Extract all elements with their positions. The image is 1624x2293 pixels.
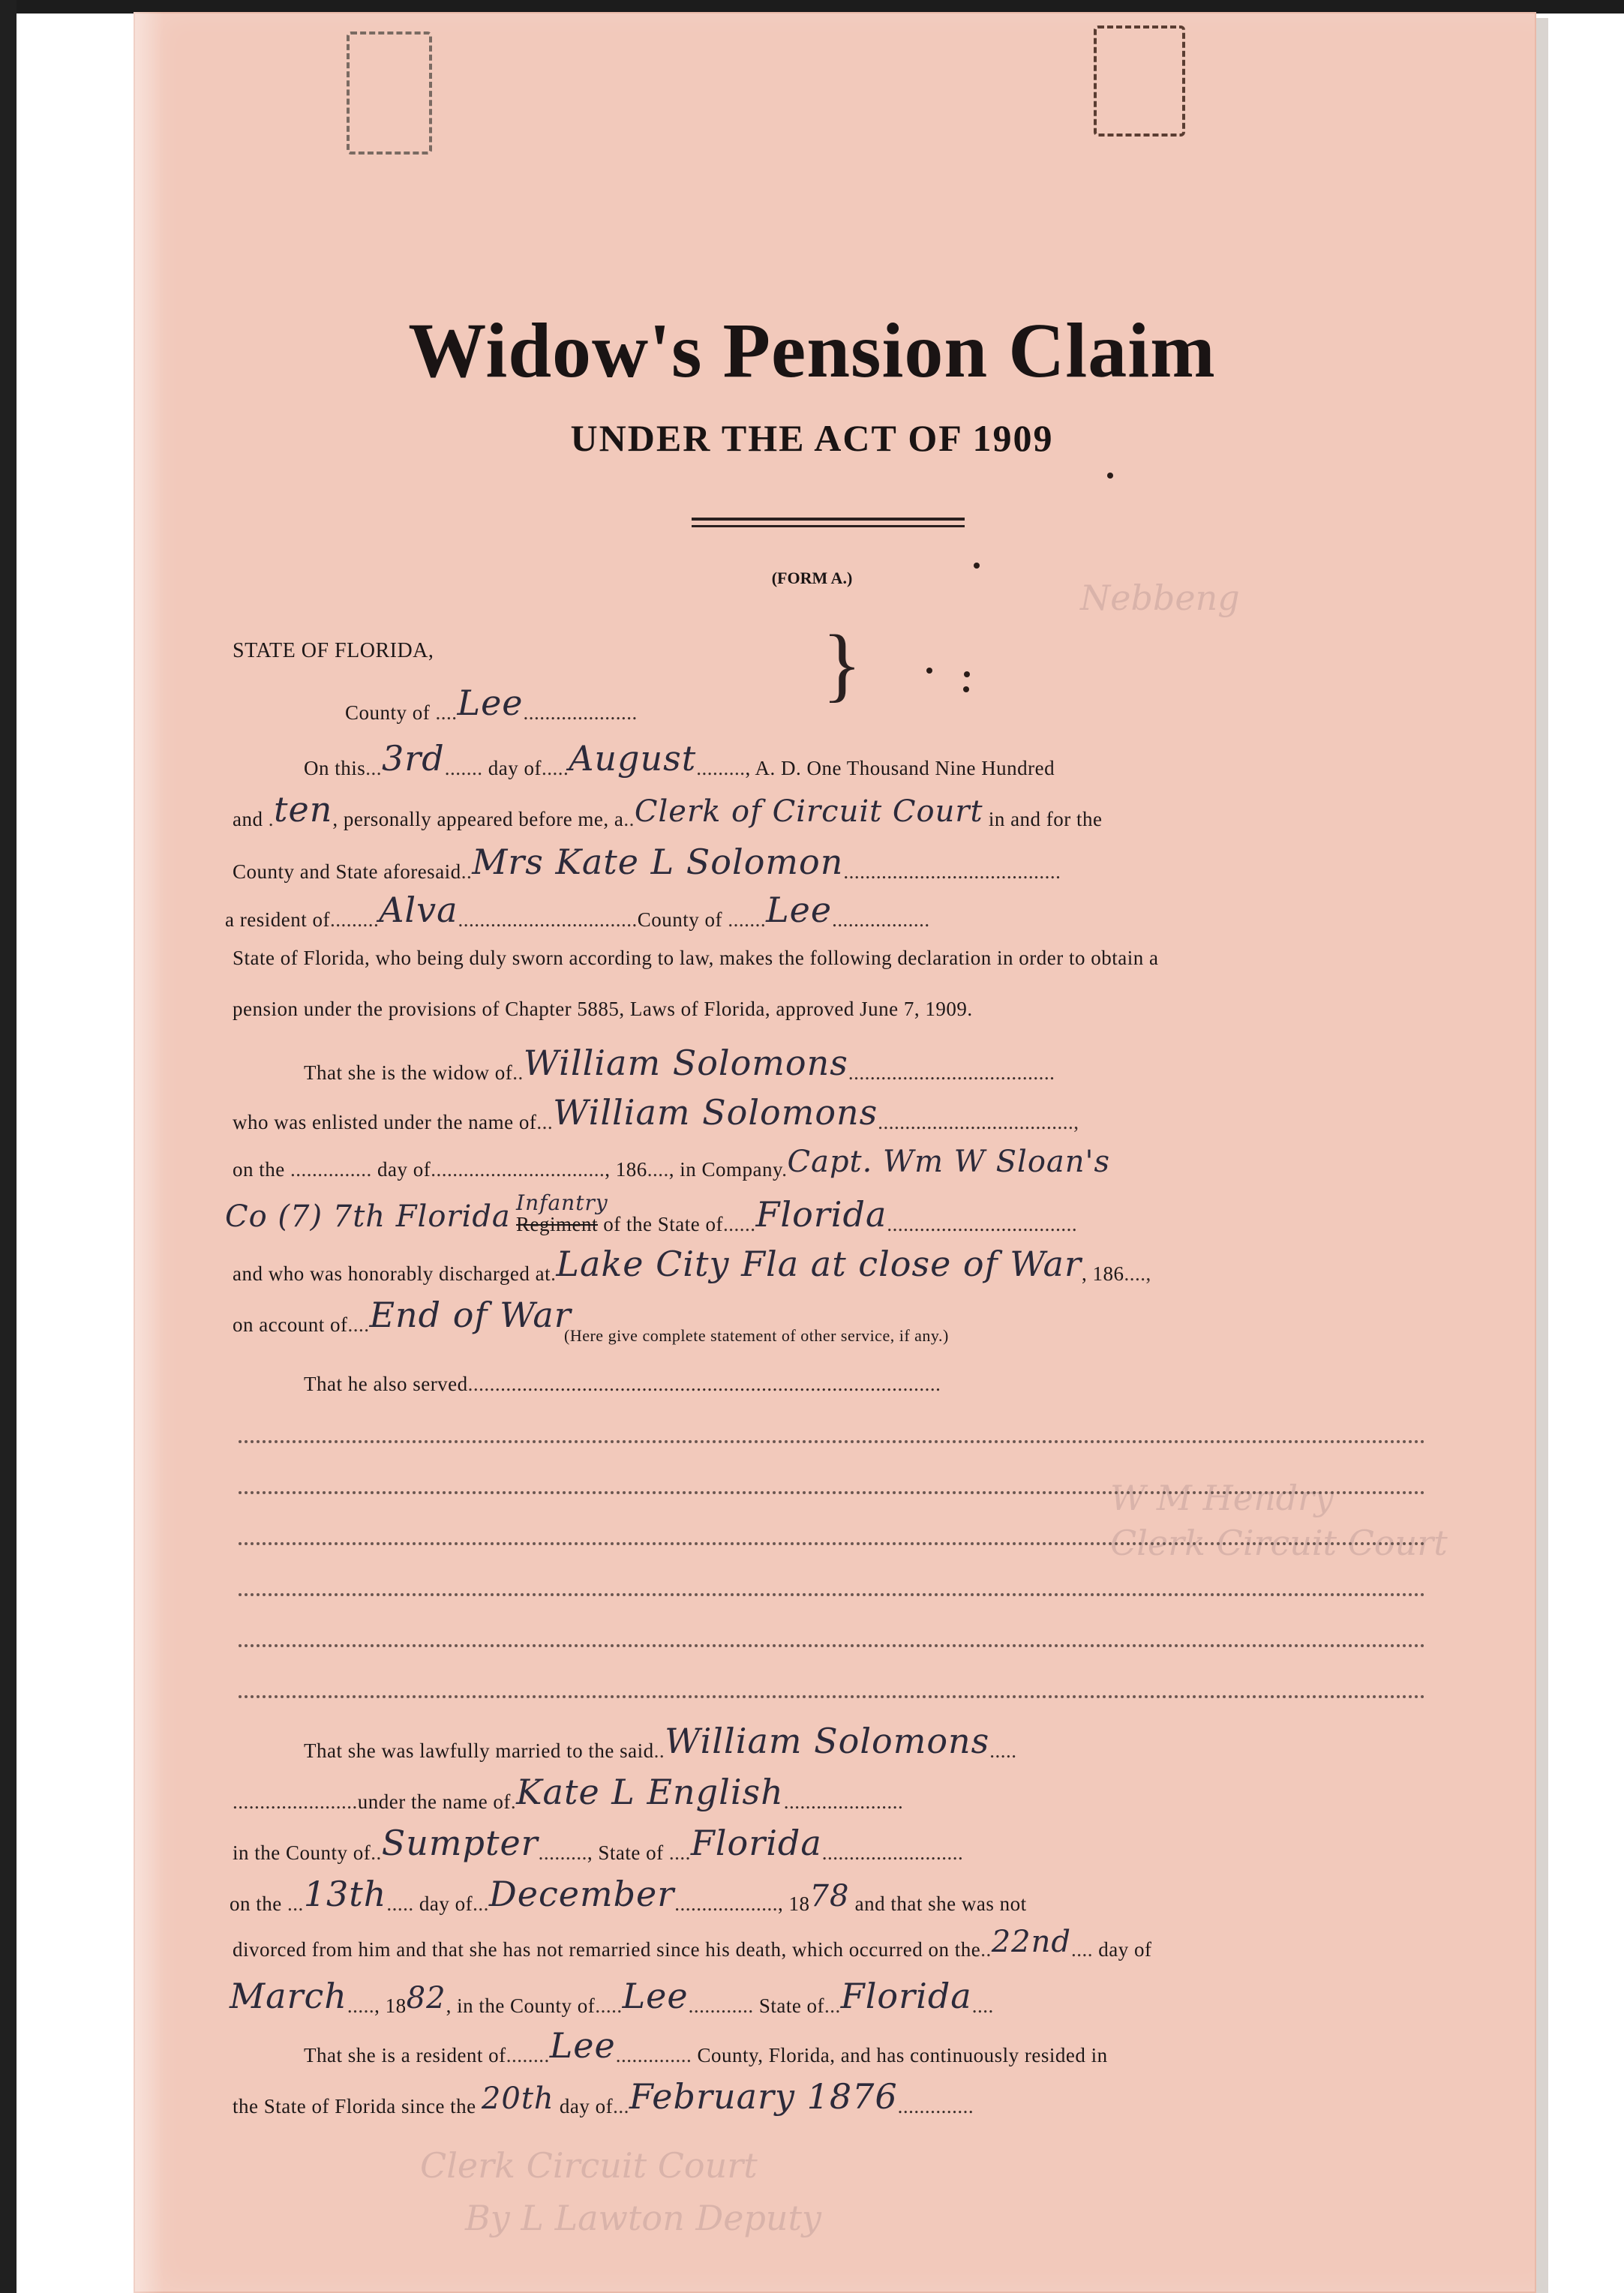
declaration-text-1: State of Florida, who being duly sworn according to law, makes the following declaration in order to obtain a <box>233 947 1159 969</box>
header-brace: } <box>822 618 862 710</box>
blank-line <box>239 1593 1425 1596</box>
county-line: County of ....Lee..................... <box>345 683 638 724</box>
blank-line <box>239 1491 1425 1494</box>
divorce-line: divorced from him and that she has not remarried since his death, which occurred on the..22nd.... day of <box>233 1925 1152 1961</box>
ink-speck <box>1107 473 1113 479</box>
widow-line: That she is the widow of..William Solomons...................................... <box>304 1043 1055 1084</box>
enlisted-name: William Solomons <box>553 1092 878 1133</box>
regiment-state: Florida <box>755 1194 887 1235</box>
state-header: STATE OF FLORIDA, <box>233 639 434 662</box>
discharge-line: and who was honorably discharged at.Lake City Fla at close of War, 186...., <box>233 1244 1151 1285</box>
show-through-writing: Nebbeng <box>1080 578 1240 618</box>
marriage-month: December <box>488 1874 675 1914</box>
form-label: (FORM A.) <box>771 569 853 587</box>
county-value: Lee <box>457 683 524 723</box>
title-rule-bottom <box>692 525 965 527</box>
maiden-name-line: .......................under the name of.Kate L English...................... <box>233 1772 904 1813</box>
show-through-writing: W M Hendry <box>1110 1478 1334 1518</box>
spouse-name: William Solomons <box>665 1721 990 1761</box>
month-value: August <box>569 738 697 779</box>
show-through-writing: Clerk Circuit Court <box>1110 1523 1448 1563</box>
ink-speck <box>974 563 980 569</box>
married-line: That she was lawfully married to the said..William Solomons..... <box>304 1721 1017 1762</box>
marriage-county-line: in the County of..Sumpter........., State of ....Florida.......................... <box>233 1823 964 1864</box>
also-served-line: That he also served....................................................................................... <box>304 1373 941 1395</box>
husband-name: William Solomons <box>523 1043 848 1083</box>
resident-line: a resident of.........Alva.................................County of .......Lee.................. <box>225 890 930 931</box>
discharge-reason: End of War <box>369 1295 572 1335</box>
company-value: Capt. Wm W Sloan's <box>787 1145 1111 1179</box>
official-value: Clerk of Circuit Court <box>634 794 983 829</box>
show-through-writing: By L Lawton Deputy <box>465 2198 822 2238</box>
death-year: 82 <box>406 1981 446 2015</box>
death-day: 22nd <box>991 1925 1071 1959</box>
claimant-name: Mrs Kate L Solomon <box>472 842 844 882</box>
since-line: the State of Florida since the 20th day of...February 1876.............. <box>233 2076 974 2117</box>
account-line: on account of....End of War <box>233 1295 572 1336</box>
county-label: County of <box>345 701 431 724</box>
residence-county: Lee <box>766 890 833 930</box>
death-line: March....., 1882, in the County of.....Lee............ State of...Florida.... <box>230 1976 994 2017</box>
discharge-place: Lake City Fla at close of War <box>556 1244 1082 1284</box>
marriage-date-line: on the ...13th..... day of...December..................., 1878 and that she was not <box>230 1874 1027 1915</box>
blank-line <box>239 1542 1425 1545</box>
page-title: Widow's Pension Claim <box>408 308 1216 394</box>
since-day: 20th <box>481 2081 554 2116</box>
residence-line: That she is a resident of........Lee.............. County, Florida, and has continuously resided in <box>304 2025 1108 2066</box>
binding-mark-right <box>1094 26 1185 137</box>
page-subtitle: UNDER THE ACT OF 1909 <box>570 417 1054 459</box>
residence-town: Alva <box>379 890 458 930</box>
binding-mark-left <box>347 32 432 155</box>
ink-speck <box>926 668 932 674</box>
date-line: On this...3rd....... day of.....August........., A. D. One Thousand Nine Hundred <box>304 738 1055 779</box>
ink-speck <box>964 671 970 677</box>
year-value: ten <box>273 789 333 830</box>
death-county: Lee <box>622 1976 689 2016</box>
marriage-year: 78 <box>809 1879 850 1913</box>
since-date: February 1876 <box>629 2076 898 2117</box>
marriage-state: Florida <box>690 1823 822 1863</box>
day-value: 3rd <box>382 738 445 779</box>
enlisted-line: who was enlisted under the name of...William Solomons...................................., <box>233 1092 1079 1133</box>
unit-insertion: Infantry <box>516 1190 608 1215</box>
death-month: March <box>230 1976 347 2016</box>
show-through-writing: Clerk Circuit Court <box>420 2145 758 2186</box>
aforesaid-line: County and State aforesaid..Mrs Kate L Solomon........................................ <box>233 842 1061 883</box>
struck-word: Regiment <box>516 1213 599 1235</box>
service-note: (Here give complete statement of other service, if any.) <box>564 1326 949 1345</box>
marriage-day: 13th <box>303 1874 387 1914</box>
blank-line <box>239 1695 1425 1698</box>
unit-value: Co (7) 7th Florida <box>225 1199 511 1234</box>
blank-line <box>239 1440 1425 1443</box>
death-state: Florida <box>840 1976 972 2016</box>
ink-speck <box>963 686 969 692</box>
year-line: and .ten, personally appeared before me, a..Clerk of Circuit Court in and for the <box>233 789 1103 830</box>
residence-county-value: Lee <box>549 2025 616 2066</box>
maiden-name: Kate L English <box>516 1772 784 1812</box>
marriage-county: Sumpter <box>381 1823 539 1863</box>
enlistment-date-line: on the ............... day of................................, 186...., in Company.Capt. Wm W Sloan's <box>233 1145 1111 1181</box>
declaration-text-2: pension under the provisions of Chapter 5885, Laws of Florida, approved June 7, 1909. <box>233 998 973 1020</box>
regiment-line: Co (7) 7th Florida Infantry Regiment of the State of......Florida................................... <box>225 1190 1078 1235</box>
title-rule-top <box>692 518 965 521</box>
blank-line <box>239 1644 1425 1647</box>
